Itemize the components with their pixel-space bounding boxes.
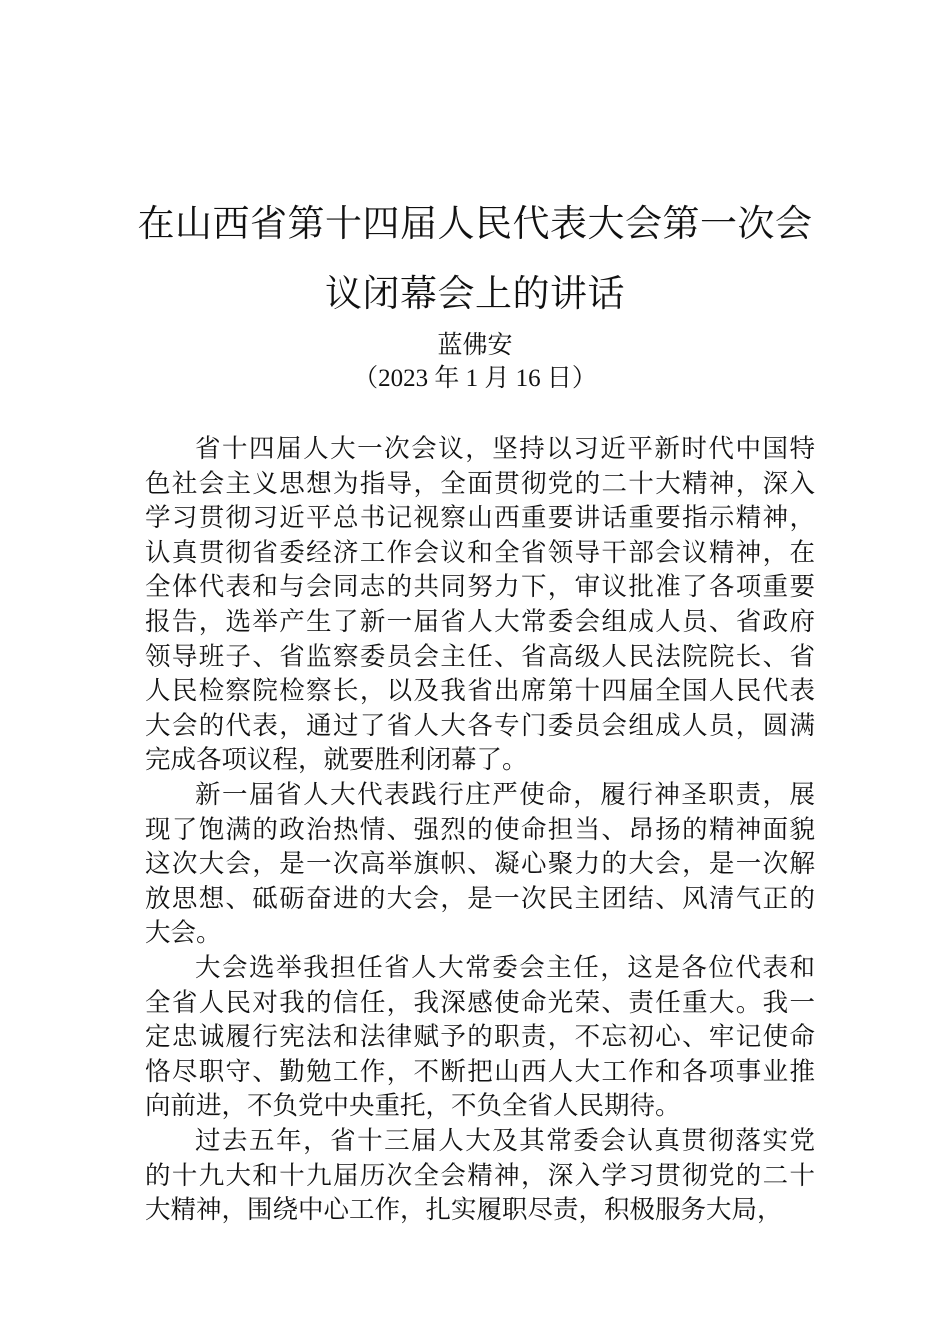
paragraph-line: 过去五年，省十三届人大及其常委会认真贯彻落实党 [195, 1126, 815, 1156]
paragraph-line: 现了饱满的政治热情、强烈的使命担当、昂扬的精神面貌 [145, 814, 815, 845]
paragraph-line: 完成各项议程，就要胜利闭幕了。 [145, 745, 528, 776]
paragraph-line: 向前进，不负党中央重托，不负全省人民期待。 [145, 1091, 681, 1122]
speech-date: （2023 年 1 月 16 日） [353, 365, 597, 392]
paragraph-line: 恪尽职守、勤勉工作，不断把山西人大工作和各项事业推 [145, 1056, 815, 1087]
document-title-line-2: 议闭幕会上的讲话 [325, 272, 625, 315]
paragraph-line: 学习贯彻习近平总书记视察山西重要讲话重要指示精神， [145, 503, 815, 534]
paragraph-line: 领导班子、省监察委员会主任、省高级人民法院院长、省 [145, 641, 815, 672]
paragraph-line: 的十九大和十九届历次全会精神，深入学习贯彻党的二十 [145, 1160, 815, 1191]
document-title-line-1: 在山西省第十四届人民代表大会第一次会 [137, 202, 813, 245]
paragraph-line: 大精神，围绕中心工作，扎实履职尽责，积极服务大局， [145, 1195, 783, 1226]
paragraph-line: 这次大会，是一次高举旗帜、凝心聚力的大会，是一次解 [145, 849, 815, 880]
paragraph-line: 全省人民对我的信任，我深感使命光荣、责任重大。我一 [145, 987, 815, 1018]
paragraph-line: 大会的代表，通过了省人大各专门委员会组成人员，圆满 [145, 710, 815, 741]
paragraph-line: 放思想、砥砺奋进的大会，是一次民主团结、风清气正的 [145, 883, 815, 914]
paragraph-line: 全体代表和与会同志的共同努力下，审议批准了各项重要 [145, 572, 815, 603]
author-name: 蓝佛安 [437, 330, 513, 359]
paragraph-line: 认真贯彻省委经济工作会议和全省领导干部会议精神，在 [145, 537, 815, 568]
paragraph-line: 大会。 [145, 918, 222, 949]
paragraph-line: 定忠诚履行宪法和法律赋予的职责，不忘初心、牢记使命 [145, 1022, 815, 1053]
paragraph-line: 报告，选举产生了新一届省人大常委会组成人员、省政府 [145, 607, 815, 637]
paragraph-line: 色社会主义思想为指导，全面贯彻党的二十大精神，深入 [145, 468, 815, 499]
paragraph-line: 省十四届人大一次会议，坚持以习近平新时代中国特 [195, 434, 815, 464]
paragraph-line: 人民检察院检察长，以及我省出席第十四届全国人民代表 [145, 676, 815, 707]
paragraph-line: 大会选举我担任省人大常委会主任，这是各位代表和 [195, 953, 815, 983]
paragraph-line: 新一届省人大代表践行庄严使命，履行神圣职责，展 [195, 780, 815, 810]
